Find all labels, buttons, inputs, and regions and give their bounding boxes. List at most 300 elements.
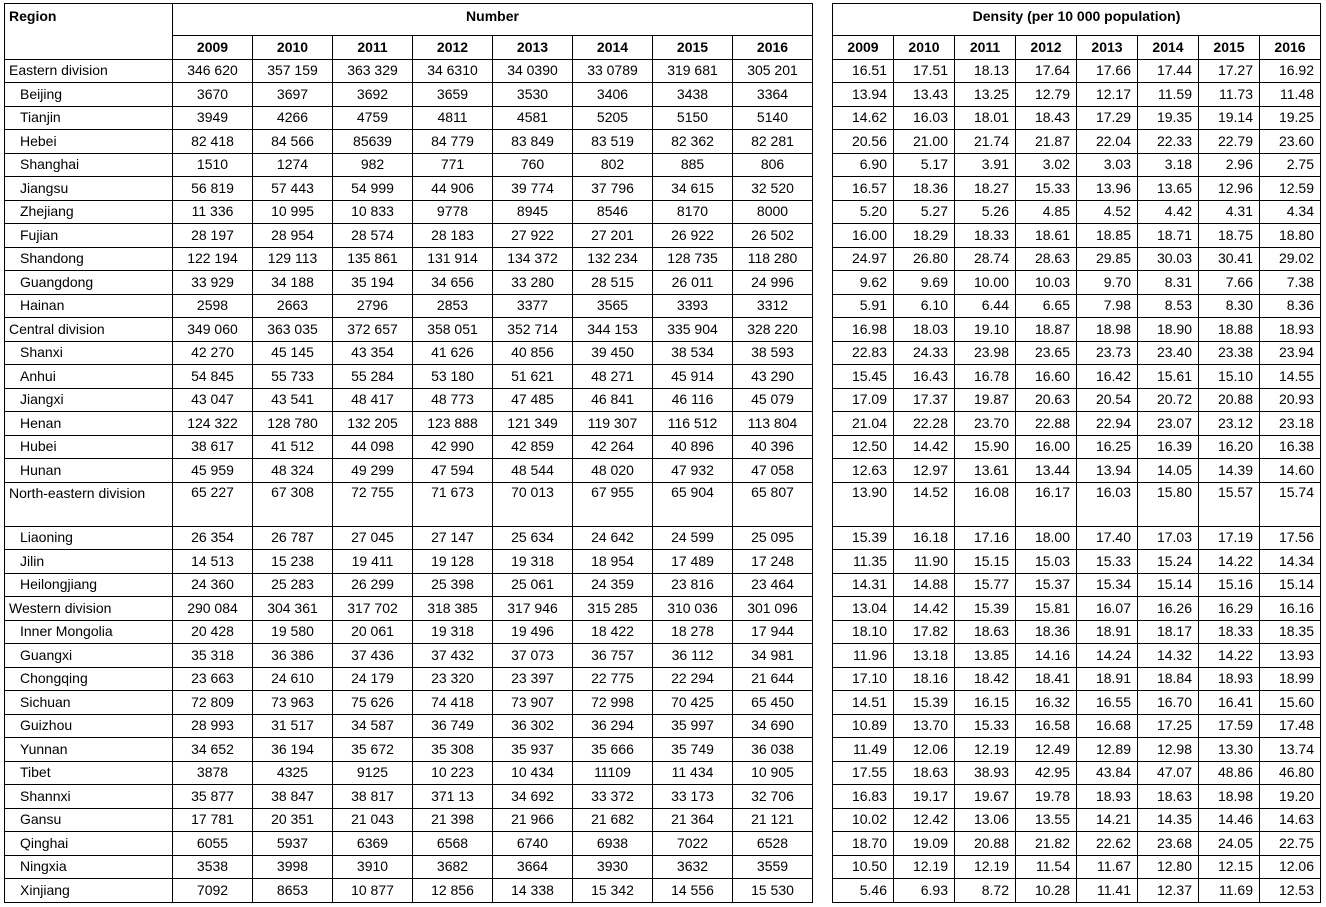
density-cell: 12.06 [1260, 855, 1321, 879]
number-cell: 36 294 [573, 714, 653, 738]
number-cell: 34 652 [173, 738, 253, 762]
region-name: Xinjiang [5, 879, 173, 903]
region-name: Central division [5, 318, 173, 342]
density-cell: 18.03 [894, 318, 955, 342]
density-cell: 8.72 [955, 879, 1016, 903]
column-separator [813, 573, 833, 597]
density-cell: 13.70 [894, 714, 955, 738]
number-cell: 33 0789 [573, 59, 653, 83]
density-cell: 23.12 [1199, 412, 1260, 436]
density-cell: 18.90 [1138, 318, 1199, 342]
density-cell: 12.49 [1016, 738, 1077, 762]
table-row [5, 714, 1321, 738]
number-cell: 116 512 [653, 412, 733, 436]
number-cell: 25 061 [493, 573, 573, 597]
density-cell: 19.10 [955, 318, 1016, 342]
density-cell: 48.86 [1199, 761, 1260, 785]
number-cell: 34 587 [333, 714, 413, 738]
density-cell: 18.84 [1138, 667, 1199, 691]
column-separator [813, 879, 833, 903]
density-cell: 18.99 [1260, 667, 1321, 691]
density-cell: 22.04 [1077, 130, 1138, 154]
density-cell: 18.85 [1077, 224, 1138, 248]
number-cell: 290 084 [173, 597, 253, 621]
number-cell: 72 998 [573, 691, 653, 715]
density-cell: 16.00 [1016, 435, 1077, 459]
number-cell: 20 061 [333, 620, 413, 644]
density-cell: 14.32 [1138, 644, 1199, 668]
number-cell: 20 428 [173, 620, 253, 644]
number-cell: 3670 [173, 83, 253, 107]
density-cell: 14.22 [1199, 644, 1260, 668]
density-cell: 12.50 [833, 435, 894, 459]
number-cell: 34 981 [733, 644, 813, 668]
density-cell: 15.80 [1138, 482, 1199, 526]
density-cell: 18.75 [1199, 224, 1260, 248]
number-cell: 24 179 [333, 667, 413, 691]
number-cell: 84 779 [413, 130, 493, 154]
density-cell: 13.25 [955, 83, 1016, 107]
number-cell: 3930 [573, 855, 653, 879]
number-cell: 24 610 [253, 667, 333, 691]
region-name: Anhui [5, 365, 173, 389]
density-cell: 18.87 [1016, 318, 1077, 342]
density-cell: 14.88 [894, 573, 955, 597]
number-cell: 3878 [173, 761, 253, 785]
column-separator [813, 855, 833, 879]
region-name: Liaoning [5, 526, 173, 550]
density-cell: 10.28 [1016, 879, 1077, 903]
density-cell: 12.17 [1077, 83, 1138, 107]
number-cell: 48 544 [493, 459, 573, 483]
number-cell: 34 615 [653, 177, 733, 201]
density-cell: 15.33 [1077, 550, 1138, 574]
density-cell: 17.03 [1138, 526, 1199, 550]
density-cell: 17.27 [1199, 59, 1260, 83]
density-cell: 15.39 [833, 526, 894, 550]
density-cell: 12.89 [1077, 738, 1138, 762]
number-cell: 19 128 [413, 550, 493, 574]
number-cell: 771 [413, 153, 493, 177]
number-cell: 33 173 [653, 785, 733, 809]
number-cell: 24 360 [173, 573, 253, 597]
number-cell: 349 060 [173, 318, 253, 342]
region-name: Guizhou [5, 714, 173, 738]
table-row [5, 808, 1321, 832]
number-cell: 122 194 [173, 247, 253, 271]
density-cell: 12.80 [1138, 855, 1199, 879]
density-cell: 16.41 [1199, 691, 1260, 715]
number-cell: 3438 [653, 83, 733, 107]
number-cell: 25 095 [733, 526, 813, 550]
density-cell: 8.53 [1138, 294, 1199, 318]
number-cell: 23 464 [733, 573, 813, 597]
number-cell: 37 432 [413, 644, 493, 668]
density-year-header: 2011 [955, 36, 1016, 60]
number-cell: 17 489 [653, 550, 733, 574]
density-cell: 26.80 [894, 247, 955, 271]
density-cell: 14.60 [1260, 459, 1321, 483]
number-cell: 118 280 [733, 247, 813, 271]
number-cell: 6568 [413, 832, 493, 856]
density-cell: 9.69 [894, 271, 955, 295]
density-cell: 18.36 [1016, 620, 1077, 644]
column-separator [813, 271, 833, 295]
table-row [5, 459, 1321, 483]
number-cell: 19 318 [413, 620, 493, 644]
number-cell: 12 856 [413, 879, 493, 903]
density-cell: 14.63 [1260, 808, 1321, 832]
number-cell: 14 338 [493, 879, 573, 903]
table-row [5, 365, 1321, 389]
density-cell: 16.03 [1077, 482, 1138, 526]
density-cell: 42.95 [1016, 761, 1077, 785]
number-cell: 24 642 [573, 526, 653, 550]
table-row [5, 435, 1321, 459]
number-cell: 131 914 [413, 247, 493, 271]
density-cell: 17.09 [833, 388, 894, 412]
region-name: Guangdong [5, 271, 173, 295]
density-cell: 10.02 [833, 808, 894, 832]
number-cell: 25 634 [493, 526, 573, 550]
density-cell: 16.39 [1138, 435, 1199, 459]
number-cell: 3312 [733, 294, 813, 318]
density-cell: 14.51 [833, 691, 894, 715]
density-cell: 16.38 [1260, 435, 1321, 459]
density-cell: 15.39 [894, 691, 955, 715]
number-cell: 44 098 [333, 435, 413, 459]
number-year-header: 2015 [653, 36, 733, 60]
density-cell: 16.42 [1077, 365, 1138, 389]
density-cell: 22.94 [1077, 412, 1138, 436]
density-cell: 16.55 [1077, 691, 1138, 715]
density-cell: 7.66 [1199, 271, 1260, 295]
density-cell: 13.74 [1260, 738, 1321, 762]
number-cell: 43 541 [253, 388, 333, 412]
number-cell: 26 299 [333, 573, 413, 597]
number-cell: 3697 [253, 83, 333, 107]
density-cell: 18.93 [1077, 785, 1138, 809]
density-cell: 13.61 [955, 459, 1016, 483]
density-year-header: 2012 [1016, 36, 1077, 60]
region-name: Zhejiang [5, 200, 173, 224]
table-row [5, 644, 1321, 668]
number-cell: 82 281 [733, 130, 813, 154]
density-cell: 23.70 [955, 412, 1016, 436]
density-cell: 12.98 [1138, 738, 1199, 762]
number-cell: 74 418 [413, 691, 493, 715]
density-cell: 5.17 [894, 153, 955, 177]
density-cell: 18.16 [894, 667, 955, 691]
density-cell: 14.21 [1077, 808, 1138, 832]
number-cell: 24 996 [733, 271, 813, 295]
number-cell: 36 038 [733, 738, 813, 762]
region-name: Hubei [5, 435, 173, 459]
density-cell: 12.59 [1260, 177, 1321, 201]
table-row [5, 526, 1321, 550]
density-cell: 15.60 [1260, 691, 1321, 715]
density-cell: 22.62 [1077, 832, 1138, 856]
density-cell: 23.73 [1077, 341, 1138, 365]
number-cell: 371 13 [413, 785, 493, 809]
density-cell: 15.34 [1077, 573, 1138, 597]
density-cell: 21.04 [833, 412, 894, 436]
column-separator [813, 691, 833, 715]
density-cell: 16.78 [955, 365, 1016, 389]
density-cell: 14.05 [1138, 459, 1199, 483]
density-cell: 20.88 [955, 832, 1016, 856]
density-cell: 4.42 [1138, 200, 1199, 224]
density-cell: 16.60 [1016, 365, 1077, 389]
number-cell: 4266 [253, 106, 333, 130]
density-cell: 17.37 [894, 388, 955, 412]
density-cell: 8.31 [1138, 271, 1199, 295]
number-cell: 47 485 [493, 388, 573, 412]
density-cell: 11.90 [894, 550, 955, 574]
density-cell: 13.18 [894, 644, 955, 668]
density-cell: 12.97 [894, 459, 955, 483]
density-year-header: 2009 [833, 36, 894, 60]
number-cell: 40 856 [493, 341, 573, 365]
table-row [5, 200, 1321, 224]
number-cell: 28 574 [333, 224, 413, 248]
density-cell: 18.29 [894, 224, 955, 248]
number-cell: 3377 [493, 294, 573, 318]
region-data-table [4, 3, 1321, 903]
number-cell: 6938 [573, 832, 653, 856]
density-cell: 16.43 [894, 365, 955, 389]
number-cell: 3406 [573, 83, 653, 107]
density-cell: 18.35 [1260, 620, 1321, 644]
number-cell: 8945 [493, 200, 573, 224]
number-cell: 33 372 [573, 785, 653, 809]
number-cell: 34 188 [253, 271, 333, 295]
number-cell: 806 [733, 153, 813, 177]
number-cell: 35 318 [173, 644, 253, 668]
number-cell: 48 773 [413, 388, 493, 412]
density-cell: 22.79 [1199, 130, 1260, 154]
number-cell: 46 841 [573, 388, 653, 412]
number-cell: 54 999 [333, 177, 413, 201]
number-cell: 14 556 [653, 879, 733, 903]
division-row [5, 597, 1321, 621]
density-cell: 8.30 [1199, 294, 1260, 318]
number-cell: 47 932 [653, 459, 733, 483]
density-cell: 18.42 [955, 667, 1016, 691]
density-cell: 17.19 [1199, 526, 1260, 550]
density-cell: 13.30 [1199, 738, 1260, 762]
density-cell: 3.18 [1138, 153, 1199, 177]
number-cell: 21 966 [493, 808, 573, 832]
density-year-header: 2010 [894, 36, 955, 60]
column-separator [813, 785, 833, 809]
density-cell: 18.91 [1077, 620, 1138, 644]
number-cell: 54 845 [173, 365, 253, 389]
number-cell: 49 299 [333, 459, 413, 483]
number-cell: 132 205 [333, 412, 413, 436]
density-cell: 10.03 [1016, 271, 1077, 295]
number-cell: 26 011 [653, 271, 733, 295]
density-cell: 17.59 [1199, 714, 1260, 738]
number-cell: 35 308 [413, 738, 493, 762]
division-row [5, 59, 1321, 83]
density-cell: 4.31 [1199, 200, 1260, 224]
number-cell: 21 364 [653, 808, 733, 832]
density-cell: 14.46 [1199, 808, 1260, 832]
number-cell: 6528 [733, 832, 813, 856]
column-separator [813, 482, 833, 526]
number-cell: 10 223 [413, 761, 493, 785]
density-cell: 13.94 [833, 83, 894, 107]
number-cell: 48 271 [573, 365, 653, 389]
number-cell: 65 904 [653, 482, 733, 526]
number-cell: 23 397 [493, 667, 573, 691]
number-cell: 335 904 [653, 318, 733, 342]
number-cell: 43 290 [733, 365, 813, 389]
column-separator [813, 459, 833, 483]
number-cell: 319 681 [653, 59, 733, 83]
number-cell: 129 113 [253, 247, 333, 271]
density-cell: 4.34 [1260, 200, 1321, 224]
density-cell: 24.97 [833, 247, 894, 271]
density-cell: 17.16 [955, 526, 1016, 550]
column-separator [813, 294, 833, 318]
density-cell: 17.29 [1077, 106, 1138, 130]
number-cell: 134 372 [493, 247, 573, 271]
density-cell: 15.77 [955, 573, 1016, 597]
density-cell: 18.17 [1138, 620, 1199, 644]
number-cell: 18 954 [573, 550, 653, 574]
number-cell: 48 020 [573, 459, 653, 483]
number-cell: 34 656 [413, 271, 493, 295]
density-cell: 15.37 [1016, 573, 1077, 597]
column-separator [813, 832, 833, 856]
number-cell: 3538 [173, 855, 253, 879]
region-name: Heilongjiang [5, 573, 173, 597]
number-cell: 21 682 [573, 808, 653, 832]
density-cell: 23.94 [1260, 341, 1321, 365]
number-cell: 35 997 [653, 714, 733, 738]
region-name: Western division [5, 597, 173, 621]
density-cell: 18.71 [1138, 224, 1199, 248]
region-name: Hunan [5, 459, 173, 483]
region-name: North-eastern division [5, 482, 173, 526]
number-cell: 5140 [733, 106, 813, 130]
number-cell: 21 043 [333, 808, 413, 832]
column-separator [813, 153, 833, 177]
number-year-header: 2013 [493, 36, 573, 60]
density-cell: 23.18 [1260, 412, 1321, 436]
number-cell: 357 159 [253, 59, 333, 83]
number-cell: 45 959 [173, 459, 253, 483]
number-cell: 3664 [493, 855, 573, 879]
density-cell: 22.28 [894, 412, 955, 436]
density-cell: 38.93 [955, 761, 1016, 785]
density-cell: 15.57 [1199, 482, 1260, 526]
density-year-header: 2015 [1199, 36, 1260, 60]
density-cell: 20.56 [833, 130, 894, 154]
density-cell: 16.57 [833, 177, 894, 201]
number-cell: 4581 [493, 106, 573, 130]
number-cell: 39 774 [493, 177, 573, 201]
number-cell: 760 [493, 153, 573, 177]
density-cell: 18.41 [1016, 667, 1077, 691]
density-cell: 17.40 [1077, 526, 1138, 550]
density-cell: 12.37 [1138, 879, 1199, 903]
number-cell: 37 796 [573, 177, 653, 201]
density-cell: 22.88 [1016, 412, 1077, 436]
density-cell: 16.70 [1138, 691, 1199, 715]
density-cell: 19.17 [894, 785, 955, 809]
density-cell: 14.34 [1260, 550, 1321, 574]
table-row [5, 667, 1321, 691]
density-cell: 20.54 [1077, 388, 1138, 412]
number-cell: 7092 [173, 879, 253, 903]
number-cell: 83 519 [573, 130, 653, 154]
number-cell: 18 278 [653, 620, 733, 644]
density-cell: 13.93 [1260, 644, 1321, 668]
density-cell: 21.87 [1016, 130, 1077, 154]
number-cell: 27 045 [333, 526, 413, 550]
division-row [5, 482, 1321, 526]
number-cell: 2853 [413, 294, 493, 318]
density-cell: 17.66 [1077, 59, 1138, 83]
table-row [5, 691, 1321, 715]
density-cell: 14.31 [833, 573, 894, 597]
number-cell: 36 386 [253, 644, 333, 668]
number-cell: 318 385 [413, 597, 493, 621]
density-cell: 11.49 [833, 738, 894, 762]
region-name: Chongqing [5, 667, 173, 691]
number-cell: 21 398 [413, 808, 493, 832]
number-cell: 25 283 [253, 573, 333, 597]
density-cell: 18.93 [1260, 318, 1321, 342]
region-name: Tianjin [5, 106, 173, 130]
number-cell: 4325 [253, 761, 333, 785]
column-separator [813, 130, 833, 154]
density-cell: 10.50 [833, 855, 894, 879]
number-cell: 20 351 [253, 808, 333, 832]
number-cell: 36 112 [653, 644, 733, 668]
number-cell: 4811 [413, 106, 493, 130]
density-cell: 3.02 [1016, 153, 1077, 177]
table-row [5, 785, 1321, 809]
density-cell: 16.20 [1199, 435, 1260, 459]
number-cell: 47 594 [413, 459, 493, 483]
density-cell: 4.85 [1016, 200, 1077, 224]
table-row [5, 224, 1321, 248]
region-name: Inner Mongolia [5, 620, 173, 644]
number-cell: 128 780 [253, 412, 333, 436]
number-cell: 315 285 [573, 597, 653, 621]
density-cell: 18.63 [955, 620, 1016, 644]
number-cell: 363 329 [333, 59, 413, 83]
density-cell: 17.44 [1138, 59, 1199, 83]
number-cell: 85639 [333, 130, 413, 154]
density-cell: 21.82 [1016, 832, 1077, 856]
data-table-container [4, 3, 1321, 903]
density-cell: 29.85 [1077, 247, 1138, 271]
column-separator [813, 738, 833, 762]
number-cell: 358 051 [413, 318, 493, 342]
density-cell: 28.63 [1016, 247, 1077, 271]
number-cell: 2796 [333, 294, 413, 318]
density-cell: 23.68 [1138, 832, 1199, 856]
number-cell: 73 963 [253, 691, 333, 715]
number-cell: 43 047 [173, 388, 253, 412]
number-cell: 71 673 [413, 482, 493, 526]
number-cell: 28 197 [173, 224, 253, 248]
